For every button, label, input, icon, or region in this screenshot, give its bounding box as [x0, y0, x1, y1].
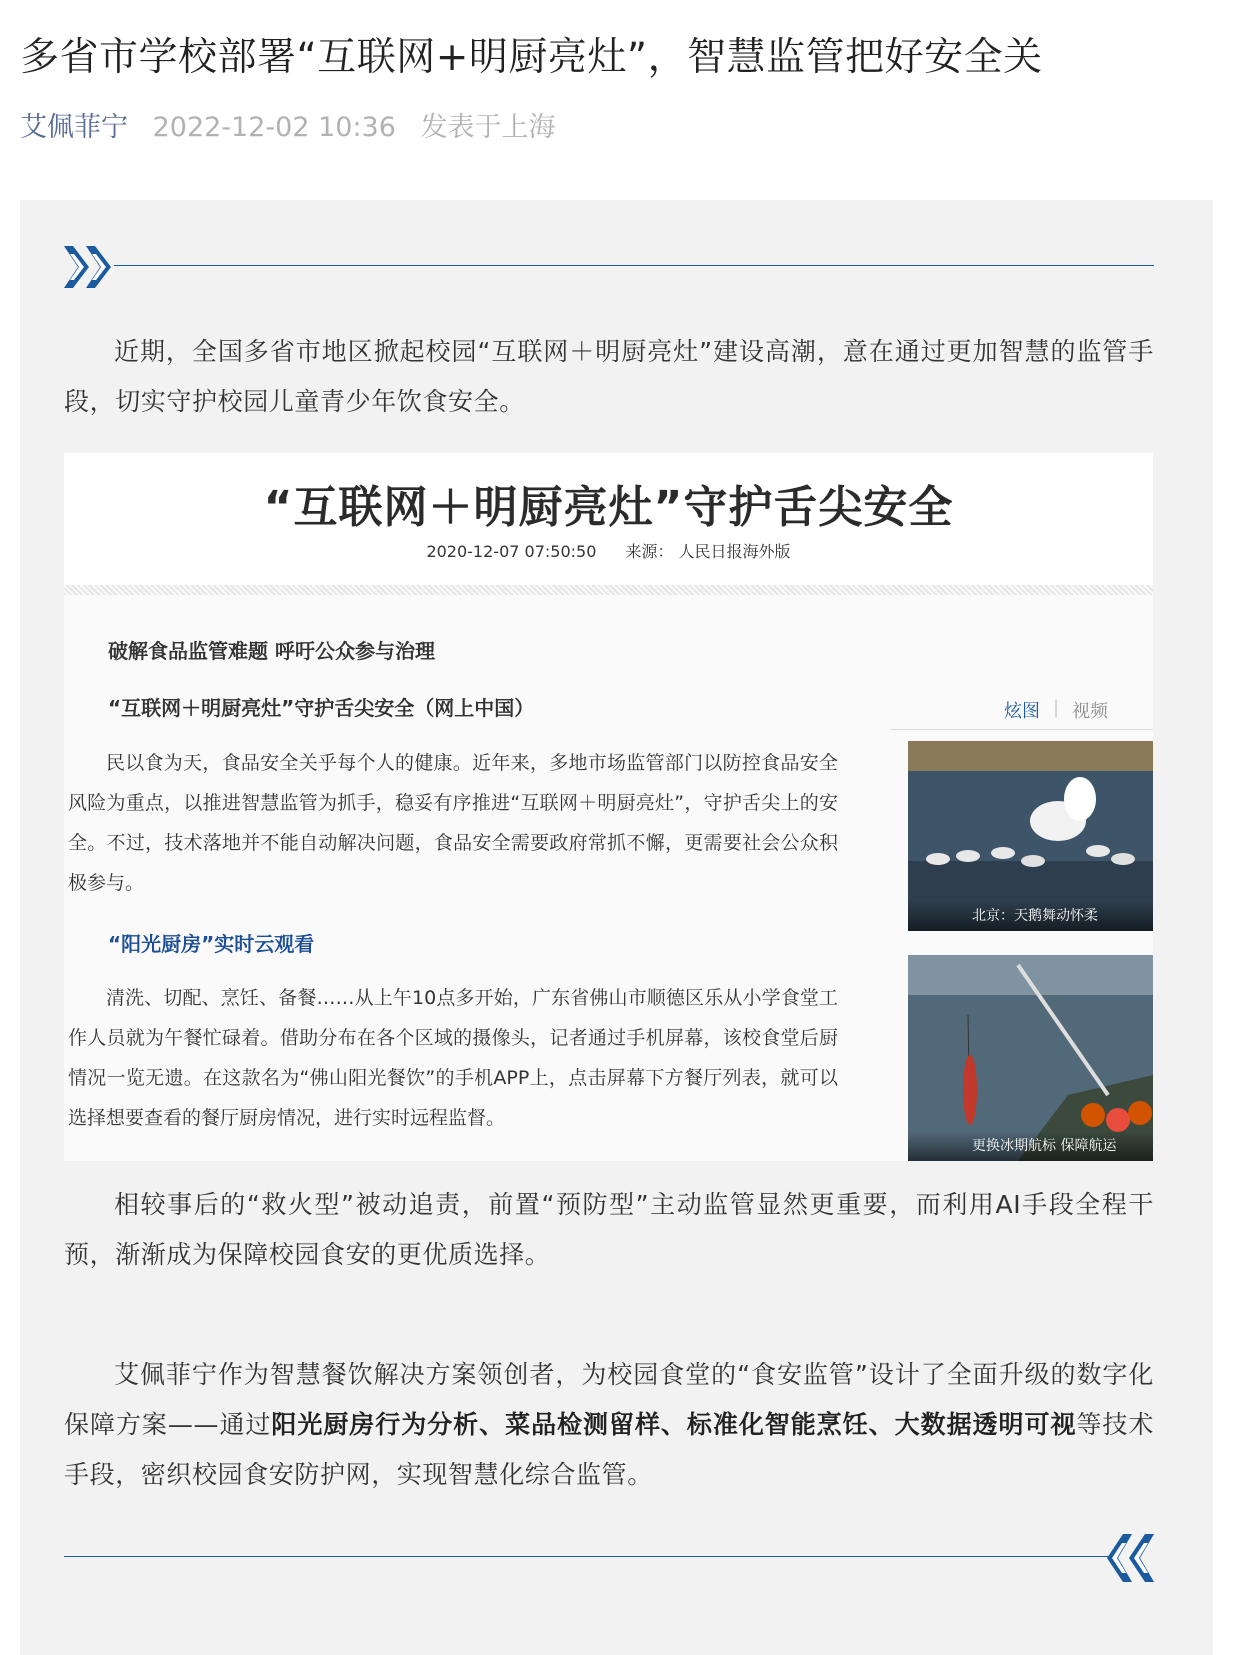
swan-photo [908, 741, 1153, 931]
news-date: 2020-12-07 07:50:50 [426, 542, 597, 561]
divider-line [64, 1556, 1114, 1557]
news-source: 来源： 人民日报海外版 [625, 542, 791, 561]
highlight-text: 阳光厨房行为分析、菜品检测留样、标准化智能烹饪、大数据透明可视 [271, 1410, 1077, 1439]
tab-separator: | [1053, 697, 1060, 718]
body-paragraph: 相较事后的“救火型”被动追责，前置“预防型”主动监管显然更重要，而利用AI手段全程干预，渐渐成为保障校园食安的更优质选择。 [64, 1190, 1154, 1269]
body-paragraph [64, 1350, 1154, 1500]
article-content [20, 200, 1213, 1655]
top-divider [64, 242, 1154, 292]
intro-paragraph: 近期，全国多省市地区掀起校园“互联网＋明厨亮灶”建设高潮，意在通过更加智慧的监管手段，切实守护校园儿童青少年饮食安全。 [64, 337, 1154, 416]
news-subtitle: “互联网＋明厨亮灶”守护舌尖安全（网上中国） [108, 696, 535, 720]
double-chevron-left-icon [1104, 1530, 1154, 1586]
double-chevron-right-icon [64, 242, 114, 292]
publish-location: 发表于上海 [420, 112, 556, 143]
news-section-heading: “阳光厨房”实时云观看 [108, 932, 315, 956]
paragraph-text: 艾佩菲宁作为智慧餐饮解决方案领创者，为校园食堂的“食安监管”设计了全面升级的数字化保障方案——通过 [64, 1360, 1154, 1439]
crop-edge [64, 1147, 890, 1161]
news-header [64, 453, 1153, 583]
divider-line [114, 265, 1154, 266]
sidebar-tabs [890, 695, 1153, 730]
photo-caption: 更换冰期航标 保障航运 [908, 1131, 1153, 1161]
photo-caption: 北京：天鹅舞动怀柔 [908, 901, 1153, 931]
news-meta [64, 539, 1153, 562]
tab-gallery: 炫图 [1004, 701, 1040, 722]
publish-time: 2022-12-02 10:36 [152, 112, 396, 143]
boat-photo [908, 955, 1153, 1161]
news-paragraph: 民以食为天，食品安全关乎每个人的健康。近年来，多地市场监管部门以防控食品安全风险为重点，以推进智慧监管为抓手，稳妥有序推进“互联网＋明厨亮灶”，守护舌尖上的安全。不过，技术落地并不能自动解决问题，食品安全需要政府常抓不懈，更需要社会公众积极参与。 [68, 752, 838, 894]
author-link[interactable]: 艾佩菲宁 [20, 112, 128, 143]
tab-video: 视频 [1072, 701, 1108, 722]
paragraph-text: 等技术手段，密织校园食安防护网，实现智慧化综合监管。 [64, 1410, 1154, 1489]
news-sidebar [890, 695, 1153, 1161]
news-screenshot [64, 453, 1153, 1161]
news-paragraph: 清洗、切配、烹饪、备餐……从上午10点多开始，广东省佛山市顺德区乐从小学食堂工作人员就为午餐忙碌着。借助分布在各个区域的摄像头，记者通过手机屏幕，该校食堂后厨情况一览无遗。在这款名为“佛山阳光餐饮”的手机APP上，点击屏幕下方餐厅列表，就可以选择想要查看的餐厅厨房情况，进行实时远程监督。 [68, 987, 838, 1129]
article-meta [20, 108, 556, 148]
news-title: “互联网＋明厨亮灶”守护舌尖安全 [263, 482, 954, 533]
news-body [64, 595, 1153, 1161]
news-subtitle: 破解食品监管难题 呼吁公众参与治理 [108, 639, 435, 663]
bottom-divider [64, 1530, 1154, 1586]
hatch-divider [64, 585, 1153, 595]
article-title: 多省市学校部署“互联网+明厨亮灶”，智慧监管把好安全关 [20, 35, 1043, 80]
